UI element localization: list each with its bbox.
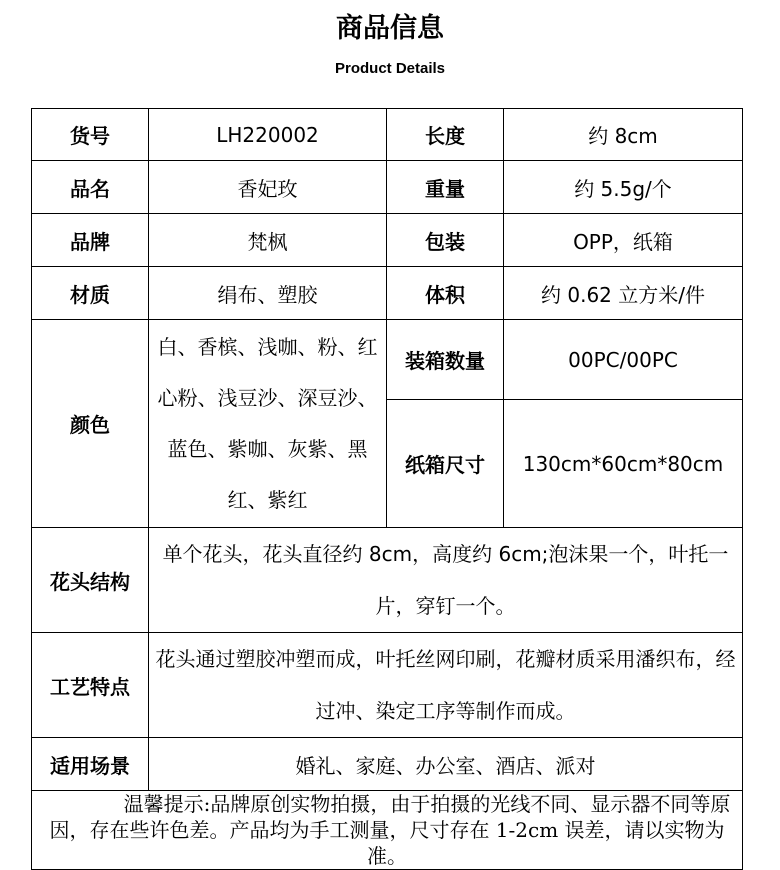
notice-text: 温馨提示:品牌原创实物拍摄，由于拍摄的光线不同、显示器不同等原因，存在些许色差。产品均为手工测量，尺寸存在 1-2cm 误差，请以实物为准。 (32, 791, 743, 870)
item-number-value: LH220002 (149, 109, 387, 161)
brand-value: 梵枫 (149, 214, 387, 267)
flower-structure-value: 单个花头，花头直径约 8cm，高度约 6cm;泡沫果一个，叶托一片，穿钉一个。 (149, 528, 743, 633)
color-value: 白、香槟、浅咖、粉、红心粉、浅豆沙、深豆沙、蓝色、紫咖、灰紫、黑红、紫红 (149, 320, 387, 528)
volume-value: 约 0.62 立方米/件 (504, 267, 743, 320)
table-row (32, 633, 743, 738)
page-title: 商品信息 (336, 13, 444, 44)
craft-features-value: 花头通过塑胶冲塑而成，叶托丝网印刷，花瓣材质采用潘织布，经过冲、染定工序等制作而成。 (149, 633, 743, 738)
packaging-label: 包装 (387, 214, 504, 267)
table-row (32, 109, 743, 161)
usage-scenes-value: 婚礼、家庭、办公室、酒店、派对 (149, 738, 743, 791)
table-row (32, 791, 743, 870)
table-row (32, 738, 743, 791)
craft-features-label: 工艺特点 (32, 633, 149, 738)
table-row (32, 528, 743, 633)
carton-size-label: 纸箱尺寸 (387, 400, 504, 528)
table-row (32, 161, 743, 214)
table-row (32, 267, 743, 320)
length-label: 长度 (387, 109, 504, 161)
packing-quantity-label: 装箱数量 (387, 320, 504, 400)
item-number-label: 货号 (32, 109, 149, 161)
length-value: 约 8cm (504, 109, 743, 161)
page-subtitle: Product Details (334, 60, 446, 77)
volume-label: 体积 (387, 267, 504, 320)
flower-structure-label: 花头结构 (32, 528, 149, 633)
weight-value: 约 5.5g/个 (504, 161, 743, 214)
brand-label: 品牌 (32, 214, 149, 267)
packaging-value: OPP，纸箱 (504, 214, 743, 267)
material-label: 材质 (32, 267, 149, 320)
table-row (32, 320, 743, 400)
weight-label: 重量 (387, 161, 504, 214)
product-details-table (31, 108, 743, 870)
product-name-label: 品名 (32, 161, 149, 214)
table-row (32, 214, 743, 267)
color-label: 颜色 (32, 320, 149, 528)
packing-quantity-value: 00PC/00PC (504, 320, 743, 400)
carton-size-value: 130cm*60cm*80cm (504, 400, 743, 528)
material-value: 绢布、塑胶 (149, 267, 387, 320)
product-name-value: 香妃玫 (149, 161, 387, 214)
usage-scenes-label: 适用场景 (32, 738, 149, 791)
